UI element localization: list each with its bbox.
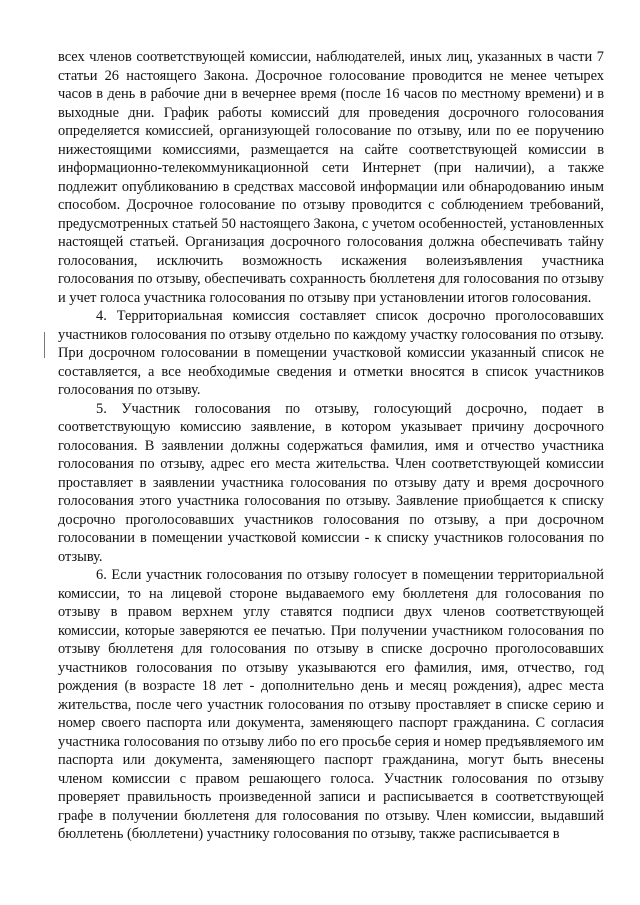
paragraph-item-4: 4. Территориальная комиссия составляет список досрочно проголосовавших участников голосования по отзыву отдельно по каждому участку голосования по отзыву. При досрочном голосовании в помещении участковой комиссии указанный список не составляется, а все необходимые сведения и отметки вносятся в список участников голосования по отзыву. xyxy=(58,308,604,398)
paragraph-item-6: 6. Если участник голосования по отзыву голосует в помещении территориальной комиссии, то на лицевой стороне выдаваемого ему бюллетеня для голосования по отзыву в правом верхнем углу ставятся подписи двух членов соответствующей комиссии, которые заверяются ее печатью. При получении участником голосования по отзыву бюллетеня для голосования по отзыву в списке досрочно проголосовавших участников голосования по отзыву указываются его фамилия, имя, отчество, год рождения (в возрасте 18 лет - дополнительно день и месяц рождения), адрес места жительства, после чего участник голосования по отзыву проставляет в списке серию и номер своего паспорта или документа, заменяющего паспорт гражданина. С согласия участника голосования по отзыву либо по его просьбе серия и номер предъявляемого им паспорта или документа, заменяющего паспорт гражданина, могут быть внесены членом комиссии с правом решающего голоса. Участник голосования по отзыву проверяет правильность произведенной записи и расписывается в соответствующей графе в получении бюллетеня для голосования по отзыву. Член комиссии, выдавший бюллетень (бюллетени) участнику голосования по отзыву, также расписывается в xyxy=(58,567,604,842)
paragraph-item-5: 5. Участник голосования по отзыву, голосующий досрочно, подает в соответствующую комиссию заявление, в котором указывает причину досрочного голосования. В заявлении должны содержаться фамилия, имя и отчество участника голосования по отзыву, адрес его места жительства. Член соответствующей комиссии проставляет в заявлении участника голосования по отзыву дату и время досрочного голосования этого участника голосования по отзыву. Заявление приобщается к списку досрочно проголосовавших участников голосования по отзыву, а при досрочном голосовании в помещении участковой комиссии - к списку участников голосования по отзыву. xyxy=(58,400,604,565)
paragraph-continuation: всех членов соответствующей комиссии, наблюдателей, иных лиц, указанных в части 7 статьи 26 настоящего Закона. Досрочное голосование проводится не менее четырех часов в день в рабочие дни в вечернее время (после 16 часов по местному времени) и в выходные дни. График работы комиссий для проведения досрочного голосования определяется комиссией, организующей голосование по отзыву, или по ее поручению нижестоящими комиссиями, размещается на сайте соответствующей комиссии в информационно-телекоммуникационной сети Интернет (при наличии), а также подлежит опубликованию в средствах массовой информации или обнародованию иным способом. Досрочное голосование по отзыву проводится с соблюдением требований, предусмотренных статьей 50 настоящего Закона, с учетом особенностей, установленных настоящей статьей. Организация досрочного голосования должна обеспечивать тайну голосования, исключить возможность искажения волеизъявления участника голосования по отзыву, обеспечивать сохранность бюллетеня для голосования по отзыву и учет голоса участника голосования по отзыву при установлении итогов голосования. xyxy=(58,49,604,306)
document-body xyxy=(58,48,604,844)
margin-mark xyxy=(44,332,45,358)
